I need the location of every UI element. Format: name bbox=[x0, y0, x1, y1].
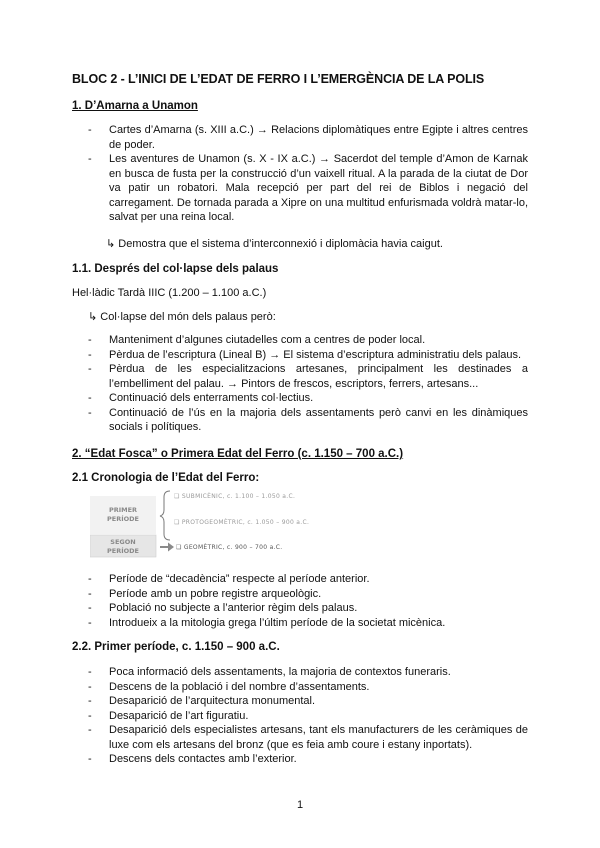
list-item: - Introdueix a la mitologia grega l’últim període de la societat micènica. bbox=[72, 616, 528, 631]
list-item: - Període de “decadència” respecte al període anterior. bbox=[72, 572, 528, 587]
segon-label-1: SEGON bbox=[110, 538, 136, 546]
document-title: BLOC 2 - L’INICI DE L’EDAT DE FERRO I L’EMERGÈNCIA DE LA POLIS bbox=[72, 72, 485, 86]
list-item: - Manteniment d’algunes ciutadelles com a centres de poder local. bbox=[72, 333, 528, 348]
diagram-entry-1: ❏ SUBMICÈNIC, c. 1.100 – 1.050 a.C. bbox=[174, 493, 296, 500]
list-item: - Pèrdua de l’escriptura (Lineal B) → El sistema d’escriptura administratiu dels palaus. bbox=[72, 348, 528, 363]
brace-bracket bbox=[160, 491, 170, 540]
section-1-1-note: ↳ Col·lapse del món dels palaus però: bbox=[88, 311, 276, 323]
list-item: - Poca informació dels assentaments, la majoria de contextos funeraris. bbox=[72, 665, 528, 680]
list-item: - Descens de la població i del nombre d’assentaments. bbox=[72, 680, 528, 695]
section-1-1-heading: 1.1. Després del col·lapse dels palaus bbox=[72, 263, 279, 275]
diagram-entry-2: ❏ PROTOGEOMÈTRIC, c. 1.050 – 900 a.C. bbox=[174, 519, 310, 526]
section-2-1-list bbox=[72, 572, 528, 630]
list-item: - Desaparició de l’art figuratiu. bbox=[72, 709, 528, 724]
diagram-entry-3: ❏ GEOMÈTRIC, c. 900 – 700 a.C. bbox=[176, 544, 283, 551]
section-2-1-heading: 2.1 Cronologia de l’Edat del Ferro: bbox=[72, 472, 260, 484]
arrow-icon bbox=[160, 543, 174, 552]
section-1-1-list bbox=[72, 333, 528, 435]
period-label: Hel·làdic Tardà IIIC (1.200 – 1.100 a.C.) bbox=[72, 287, 267, 299]
section-1-heading: 1. D’Amarna a Unamon bbox=[72, 100, 198, 112]
page-number: 1 bbox=[296, 799, 304, 811]
list-item: - Població no subjecte a l’anterior règim dels palaus. bbox=[72, 601, 528, 616]
section-2-2-heading: 2.2. Primer període, c. 1.150 – 900 a.C. bbox=[72, 641, 280, 653]
list-item: - Desaparició de l’arquitectura monumental. bbox=[72, 694, 528, 709]
list-item: - Desaparició dels especialistes artesans, tant els manufacturers de les ceràmiques de luxe com els artesans del bronz (que es feia amb coure i estany inportats). bbox=[72, 723, 528, 752]
list-item: - Període amb un pobre registre arqueològic. bbox=[72, 587, 528, 602]
list-item: - Les aventures de Unamon (s. X - IX a.C.) → Sacerdot del temple d’Amon de Karnak en busca de fusta per la construcció d’un vaixell ritual. A la parada de la ciutat de Dor va patir un robatori. Mala recepció per part del rei de Biblos i negació del carregament. De tornada parada a Xipre on una multitud enfurismada voldrà matar-lo, salvat per una reina local. bbox=[72, 152, 528, 225]
list-item: - Cartes d’Amarna (s. XIII a.C.) → Relacions diplomàtiques entre Egipte i altres centres de poder. bbox=[72, 123, 528, 152]
chronology-diagram bbox=[90, 484, 390, 558]
section-1-list bbox=[72, 123, 528, 225]
list-item: - Continuació dels enterraments col·lectius. bbox=[72, 391, 528, 406]
section-1-note: ↳ Demostra que el sistema d’interconnexió i diplomàcia havia caigut. bbox=[106, 238, 443, 250]
list-item: - Pèrdua de les especialitzacions artesanes, principalment les destinades a l’embelliment del palau. → Pintors de frescos, escriptors, ferrers, artesans... bbox=[72, 362, 528, 391]
primer-label-2: PERÍODE bbox=[107, 515, 139, 523]
section-2-heading: 2. “Edat Fosca” o Primera Edat del Ferro (c. 1.150 – 700 a.C.) bbox=[72, 448, 404, 460]
primer-label-1: PRIMER bbox=[108, 506, 138, 514]
list-item: - Descens dels contactes amb l’exterior. bbox=[72, 752, 528, 767]
segon-label-2: PERÍODE bbox=[107, 547, 139, 555]
list-item: - Continuació de l’ús en la majoria dels assentaments però canvi en les dinàmiques socials i polítiques. bbox=[72, 406, 528, 435]
section-2-2-list bbox=[72, 665, 528, 767]
